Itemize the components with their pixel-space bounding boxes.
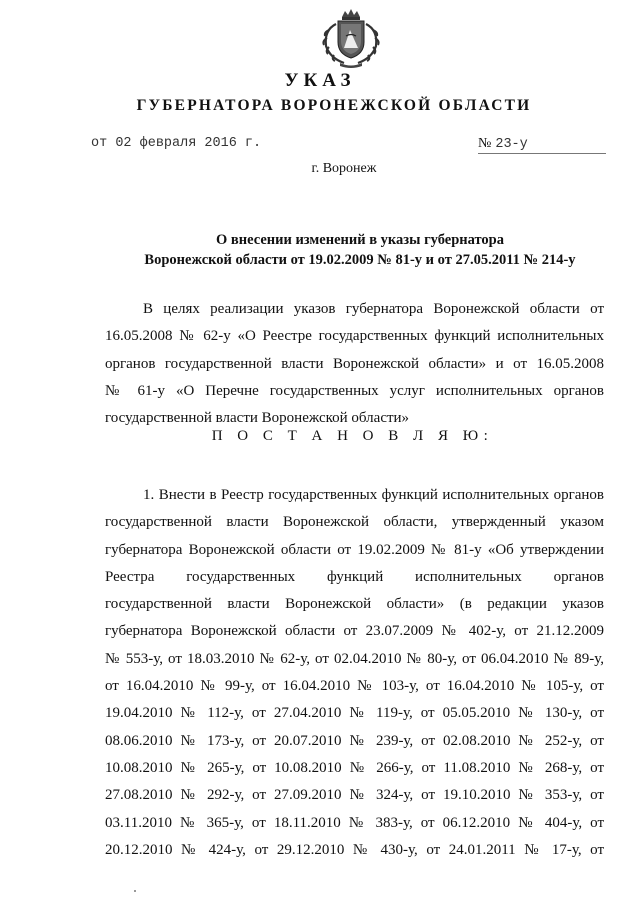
paragraph-line: государственной власти Воронежской области» (в редакции указов — [105, 596, 604, 613]
paragraph-line: № 61-у «О Перечне государственных услуг исполнительных органов — [105, 382, 604, 399]
paragraph-line: губернатора Воронежской области от 23.07.2009 № 402-у, от 21.12.2009 — [105, 623, 604, 640]
item-1-paragraph — [105, 482, 604, 864]
paragraph-line: органов государственной власти Воронежской области» и от 16.05.2008 — [105, 355, 604, 372]
paragraph-line: 1. Внести в Реестр государственных функций исполнительных органов — [143, 487, 604, 503]
paragraph-line: губернатора Воронежской области от 19.02.2009 № 81-у «Об утверждении — [105, 541, 604, 558]
paragraph-line: В целях реализации указов губернатора Воронежской области от — [143, 301, 604, 317]
date-prefix: от — [91, 136, 108, 151]
preamble-paragraph — [105, 296, 604, 432]
decree-subject — [90, 230, 630, 270]
paragraph-line: № 553-у, от 18.03.2010 № 62-у, от 02.04.2010 № 80-у, от 06.04.2010 № 89-у, — [105, 650, 604, 667]
decree-date: 02 февраля 2016 г. — [115, 136, 262, 151]
paragraph-line: государственной власти Воронежской области» — [105, 410, 410, 427]
paragraph-line: Реестра государственных функций исполнительных органов — [105, 568, 604, 585]
voronezh-coat-of-arms-icon — [316, 8, 386, 70]
paragraph-line: 19.04.2010 № 112-у, от 27.04.2010 № 119-у, от 05.05.2010 № 130-у, от — [105, 705, 604, 722]
decree-title: УКАЗ — [284, 70, 356, 91]
scan-speck — [134, 890, 136, 892]
paragraph-line: государственной власти Воронежской области, утвержденный указом — [105, 514, 604, 531]
decree-number: 23-у — [495, 137, 528, 152]
paragraph-line: 03.11.2010 № 365-у, от 18.11.2010 № 383-у, от 06.12.2010 № 404-у, от — [105, 814, 604, 831]
resolve-heading: П О С Т А Н О В Л Я Ю: — [211, 428, 494, 444]
decree-date-line — [91, 136, 261, 151]
number-sign: № — [478, 136, 492, 151]
decree-city: г. Воронеж — [311, 161, 377, 176]
paragraph-line: 27.08.2010 № 292-у, от 27.09.2010 № 324-у, от 19.10.2010 № 353-у, от — [105, 787, 604, 804]
paragraph-line: 08.06.2010 № 173-у, от 20.07.2010 № 239-у, от 02.08.2010 № 252-у, от — [105, 732, 604, 749]
decree-number-line — [478, 136, 606, 154]
subject-line: О внесении изменений в указы губернатора — [216, 232, 504, 248]
paragraph-line: 20.12.2010 № 424-у, от 29.12.2010 № 430-у, от 24.01.2011 № 17-у, от — [105, 841, 604, 858]
paragraph-line: 16.05.2008 № 62-у «О Реестре государственных функций исполнительных — [105, 328, 604, 345]
paragraph-line: от 16.04.2010 № 99-у, от 16.04.2010 № 103-у, от 16.04.2010 № 105-у, от — [105, 678, 604, 695]
decree-issuer: ГУБЕРНАТОРА ВОРОНЕЖСКОЙ ОБЛАСТИ — [136, 97, 532, 114]
paragraph-line: 10.08.2010 № 265-у, от 10.08.2010 № 266-у, от 11.08.2010 № 268-у, от — [105, 759, 604, 776]
subject-line: Воронежской области от 19.02.2009 № 81-у и от 27.05.2011 № 214-у — [144, 252, 576, 268]
